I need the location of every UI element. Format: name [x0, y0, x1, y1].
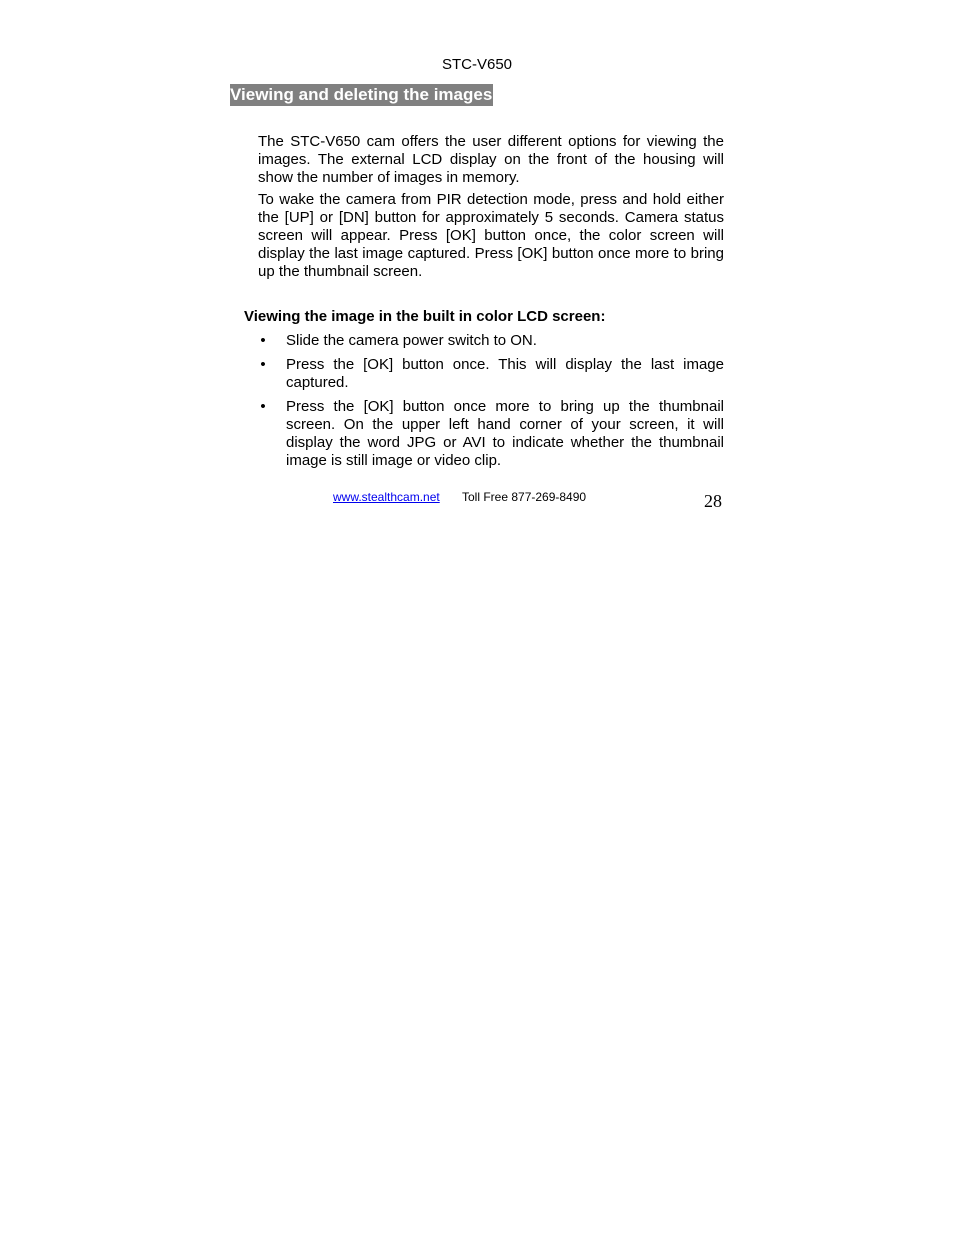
document-header-model: STC-V650 [441, 56, 513, 73]
instruction-bullet-list [258, 332, 724, 476]
bullet-text: Press the [OK] button once more to bring up the thumbnail screen. On the upper left hand corner of your screen, it will display the word JPG or AVI to indicate whether the thumbnail image is still image or video clip. [286, 398, 724, 469]
bullet-list-item [258, 332, 724, 350]
wake-camera-paragraph: To wake the camera from PIR detection mode, press and hold either the [UP] or [DN] button for approximately 5 seconds. Camera status screen will appear. Press [OK] button once, the color screen will display the last image captured. Press [OK] button once more to bring up the thumbnail screen. [258, 191, 724, 280]
bullet-text: Slide the camera power switch to ON. [286, 332, 537, 349]
subsection-heading: Viewing the image in the built in color LCD screen: [244, 308, 606, 325]
website-link[interactable]: www.stealthcam.net [333, 490, 440, 504]
intro-paragraph: The STC-V650 cam offers the user different options for viewing the images. The external LCD display on the front of the housing will show the number of images in memory. [258, 133, 724, 186]
bullet-icon: • [260, 356, 266, 373]
bullet-icon: • [260, 398, 266, 415]
toll-free-phone: Toll Free 877-269-8490 [462, 490, 587, 504]
bullet-list-item [258, 398, 724, 470]
bullet-list-item [258, 356, 724, 392]
page-number: 28 [704, 491, 722, 511]
bullet-text: Press the [OK] button once. This will display the last image captured. [286, 356, 724, 391]
bullet-icon: • [260, 332, 266, 349]
section-title: Viewing and deleting the images [230, 85, 493, 104]
